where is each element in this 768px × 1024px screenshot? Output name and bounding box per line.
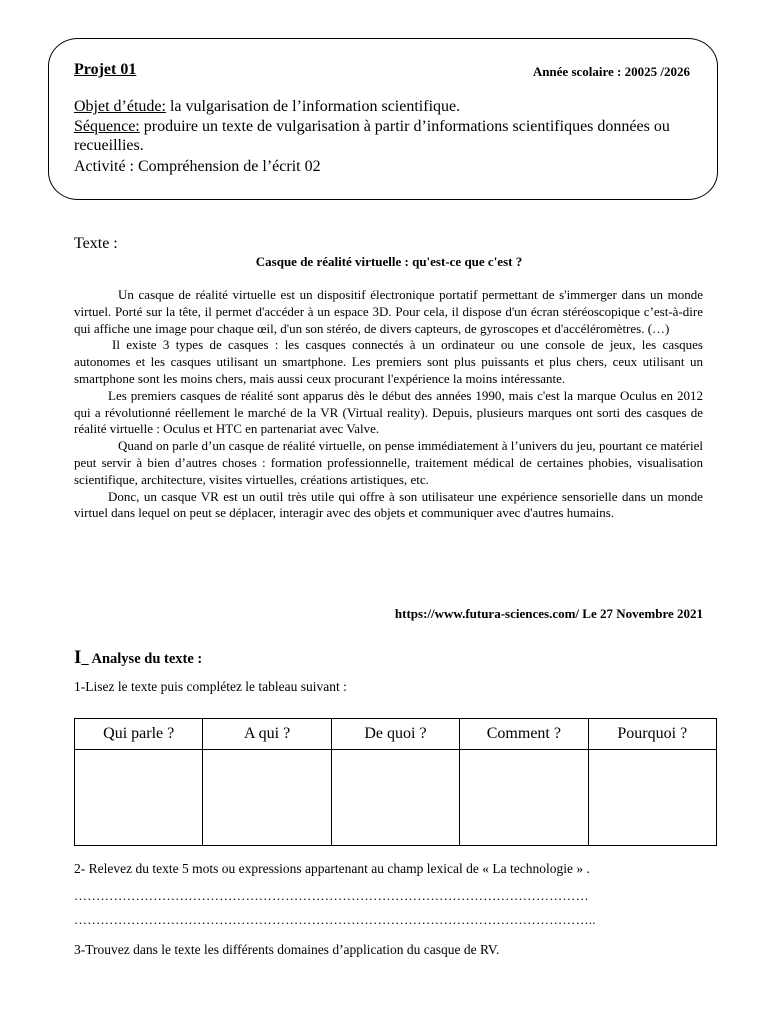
article-title: Casque de réalité virtuelle : qu'est-ce que c'est ? [255,254,523,269]
paragraph-4: Quand on parle d’un casque de réalité virtuelle, on pense immédiatement à l’univers du jeu, pourtant ce matériel peut servir à bien d’autres choses : formation professionnelle, traitement médical de certaines phobies, visualisation scientifique, architecture, visites virtuelles, créations artistiques, etc. [74,438,703,487]
activite-line: Activité : Compréhension de l’écrit 02 [74,158,321,175]
answer-cell-pourquoi[interactable] [588,750,716,846]
article-body [74,287,703,522]
answer-cell-de-quoi[interactable] [331,750,459,846]
answer-cell-comment[interactable] [460,750,588,846]
source-citation: https://www.futura-sciences.com/ Le 27 Novembre 2021 [394,606,703,621]
section-title: _ Analyse du texte : [81,651,203,667]
question-1: 1-Lisez le texte puis complétez le tableau suivant : [74,679,347,694]
paragraph-5: Donc, un casque VR est un outil très utile qui offre à son utilisateur une expérience sensorielle dans un monde virtuel dans lequel on peut se déplacer, interagir avec des objets et communiquer avec d'autres humains. [74,488,703,521]
answer-line-2[interactable]: ……………………………………………………………………………………………………….. [74,912,596,927]
header-pourquoi: Pourquoi ? [588,719,716,750]
texte-label: Texte : [74,235,118,252]
header-comment: Comment ? [460,719,588,750]
question-3: 3-Trouvez dans le texte les différents domaines d’application du casque de RV. [74,942,500,957]
paragraph-1: Un casque de réalité virtuelle est un dispositif électronique portatif permettant de s'immerger dans un monde virtuel. Porté sur la tête, il permet d'accéder à un espace 3D. Pour cela, il dispose d'un écran stéréoscopique c’est-à-dire qui affiche une image pour chaque œil, d'un son stéréo, de divers capteurs, de gyroscopes et d'accéléromètres. (…) [74,287,703,336]
sequence-line [74,117,694,155]
section-heading [74,647,202,669]
question-2: 2- Relevez du texte 5 mots ou expressions appartenant au champ lexical de « La technologie » . [74,861,590,876]
objet-value: la vulgarisation de l’information scientifique. [165,98,461,115]
table-answer-row [75,750,717,846]
analysis-table [74,718,717,846]
sequence-value: produire un texte de vulgarisation à partir d’informations scientifiques données ou recueillies. [74,118,670,154]
school-year: Année scolaire : 20025 /2026 [532,64,690,79]
section-numeral: I [74,647,82,668]
paragraph-2: Il existe 3 types de casques : les casques connectés à un ordinateur ou une console de jeux, les casques autonomes et les casques utilisant un smartphone. Les premiers sont plus puissants et plus chers, ceux utilisant un smartphone sont les moins chers, mais aussi ceux procurant l'expérience la moins intéressante. [74,337,703,386]
header-de-quoi: De quoi ? [331,719,459,750]
header-a-qui: A qui ? [203,719,331,750]
answer-line-1[interactable]: ……………………………………………………………………………………………………… [74,888,589,903]
table-header-row [75,719,717,750]
objet-label: Objet d’étude: [74,98,166,115]
paragraph-3: Les premiers casques de réalité sont apparus dès le début des années 1990, mais c'est la marque Oculus en 2012 qui a révolutionné réellement le marché de la VR (Virtual reality). Depuis, plusieurs marques ont sorti des casques de réalité virtuelle : Oculus et HTC en partenariat avec Valve. [74,387,703,437]
project-title: Projet 01 [74,61,137,78]
answer-cell-a-qui[interactable] [203,750,331,846]
objet-line [74,97,694,116]
header-qui-parle: Qui parle ? [75,719,203,750]
answer-cell-qui-parle[interactable] [75,750,203,846]
sequence-label: Séquence: [74,118,140,135]
